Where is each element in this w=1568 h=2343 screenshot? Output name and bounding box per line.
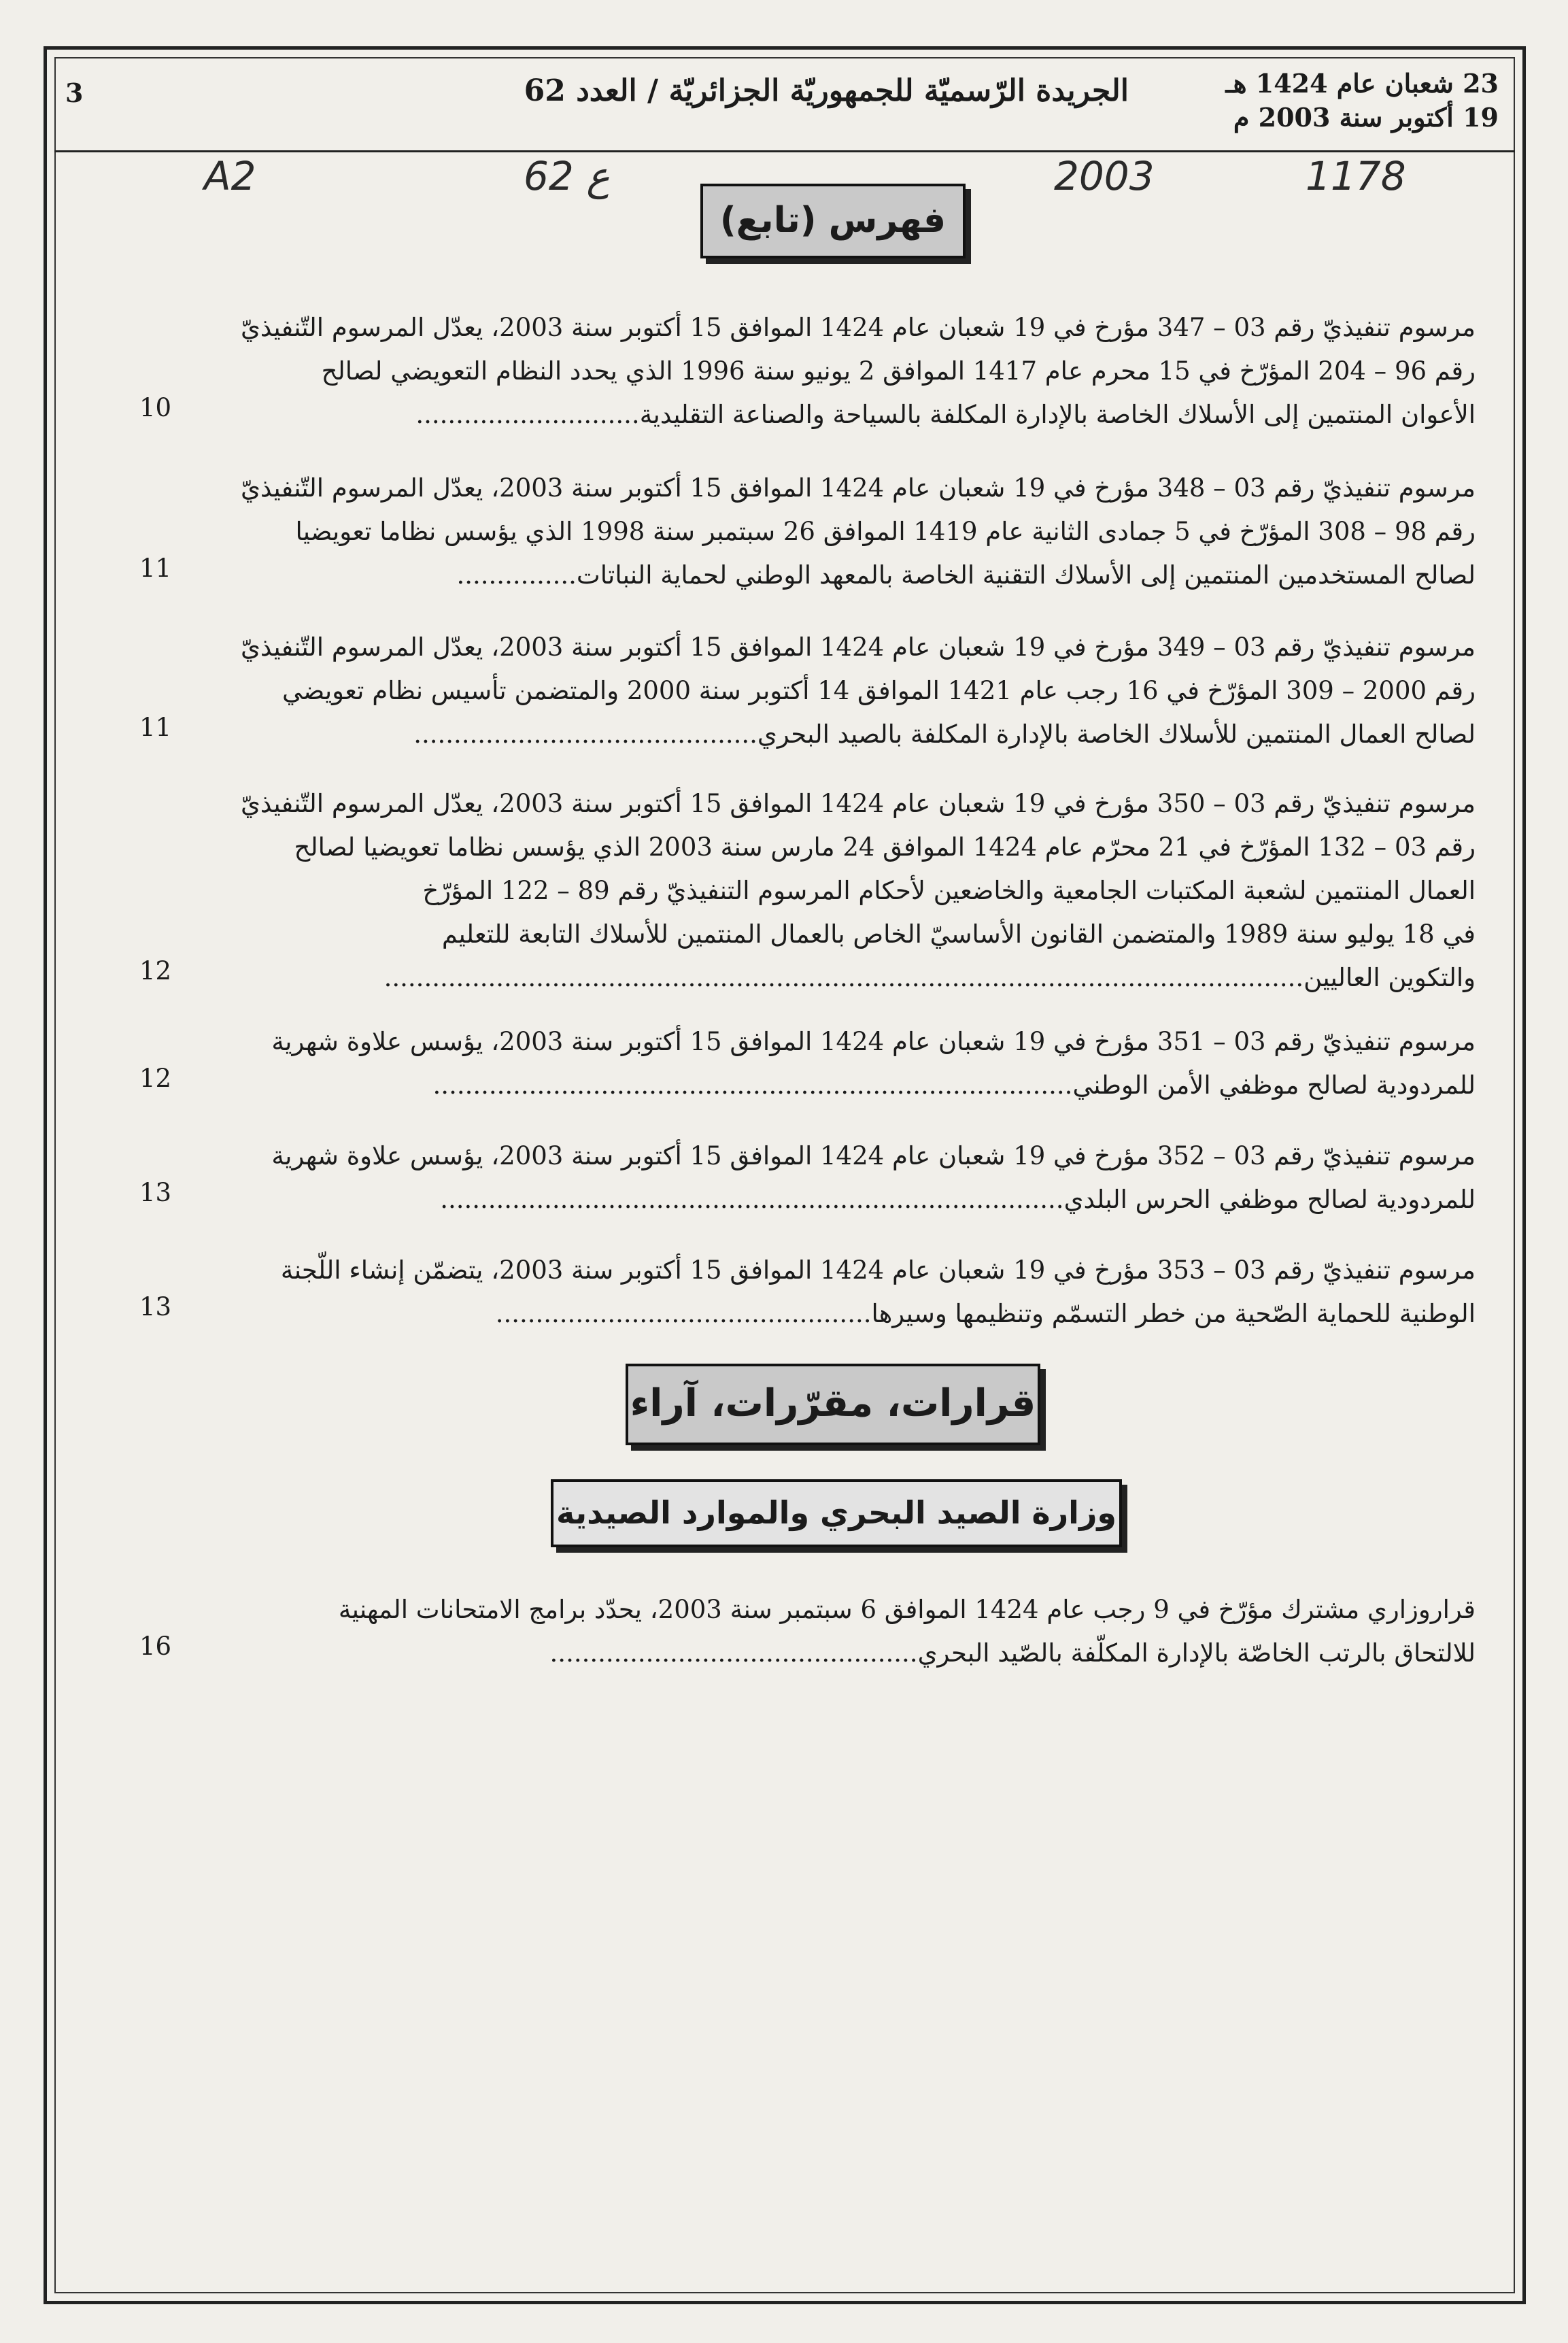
index-entry (184, 1249, 1476, 1336)
page-number: 3 (65, 78, 84, 108)
handwritten-year: 2003 (1054, 153, 1155, 199)
index-entry (184, 467, 1476, 597)
index-entry (184, 1588, 1476, 1675)
entry-line: لصالح العمال المنتمين للأسلاك الخاصة بالإدارة المكلفة بالصيد البحري........................................... (413, 720, 1476, 749)
entry-line: والتكوين العاليين................................................................................................................... (384, 963, 1476, 992)
entry-page-number: 11 (139, 713, 172, 742)
entry-line: للمردودية لصالح موظفي الحرس البلدي.............................................................................. (440, 1185, 1476, 1214)
entry-line: الأعوان المنتمين إلى الأسلاك الخاصة بالإدارة المكلفة بالسياحة والصناعة التقليدية............................ (415, 400, 1476, 429)
entry-line: مرسوم تنفيذيّ رقم 03 – 352 مؤرخ في 19 شعبان عام 1424 الموافق 15 أكتوبر سنة 2003، يؤسس علاوة شهرية (271, 1141, 1476, 1170)
entry-line: مرسوم تنفيذيّ رقم 03 – 347 مؤرخ في 19 شعبان عام 1424 الموافق 15 أكتوبر سنة 2003، يعدّل المرسوم التّنفيذيّ (240, 313, 1476, 342)
entry-line: للالتحاق بالرتب الخاصّة بالإدارة المكلّفة بالصّيد البحري.............................................. (549, 1638, 1476, 1668)
handwritten-ref: 1178 (1306, 153, 1406, 199)
index-entry (184, 626, 1476, 756)
entry-line: مرسوم تنفيذيّ رقم 03 – 351 مؤرخ في 19 شعبان عام 1424 الموافق 15 أكتوبر سنة 2003، يؤسس علاوة شهرية (271, 1027, 1476, 1056)
ministry-title: وزارة الصيد البحري والموارد الصيدية (556, 1494, 1117, 1531)
section-index-title: فهرس (تابع) (719, 200, 947, 241)
handwritten-a2: A2 (204, 153, 256, 199)
entry-page-number: 12 (139, 956, 172, 985)
entry-line: مرسوم تنفيذيّ رقم 03 – 349 مؤرخ في 19 شعبان عام 1424 الموافق 15 أكتوبر سنة 2003، يعدّل المرسوم التّنفيذيّ (240, 633, 1476, 662)
index-entry (184, 1134, 1476, 1221)
index-entry (184, 782, 1476, 1000)
section-decisions (626, 1364, 1040, 1445)
entry-line: العمال المنتمين لشعبة المكتبات الجامعية والخاضعين لأحكام المرسوم التنفيذيّ رقم 89 – 122 المؤرّخ (422, 876, 1476, 905)
entry-line: لصالح المستخدمين المنتمين إلى الأسلاك التقنية الخاصة بالمعهد الوطني لحماية النباتات............... (456, 560, 1476, 590)
ministry-heading (551, 1479, 1122, 1547)
handwritten-issue: 62 ع (524, 153, 610, 199)
entry-line: للمردودية لصالح موظفي الأمن الوطني................................................................................ (432, 1071, 1476, 1100)
section-decisions-title: قرارات، مقرّرات، آراء (630, 1381, 1036, 1426)
page-header (54, 57, 1515, 152)
index-entry (184, 306, 1476, 437)
header-dates (1213, 67, 1499, 135)
entry-line: قراروزاري مشترك مؤرّخ في 9 رجب عام 1424 الموافق 6 سبتمبر سنة 2003، يحدّد برامج الامتحانات المهنية (338, 1595, 1476, 1624)
entry-line: رقم 03 – 132 المؤرّخ في 21 محرّم عام 1424 الموافق 24 مارس سنة 2003 الذي يؤسس نظاما تعويضيا لصالح (294, 832, 1476, 862)
entry-line: مرسوم تنفيذيّ رقم 03 – 353 مؤرخ في 19 شعبان عام 1424 الموافق 15 أكتوبر سنة 2003، يتضمّن إنشاء اللّجنة (280, 1255, 1476, 1285)
entry-line: في 18 يوليو سنة 1989 والمتضمن القانون الأساسيّ الخاص بالعمال المنتمين للأسلاك التابعة للتعليم (441, 920, 1476, 949)
gazette-title: الجريدة الرّسميّة للجمهوريّة الجزائريّة / العدد 62 (524, 73, 1129, 108)
entry-page-number: 16 (139, 1632, 172, 1661)
entry-page-number: 11 (139, 554, 172, 583)
entry-line: رقم 2000 – 309 المؤرّخ في 16 رجب عام 1421 الموافق 14 أكتوبر سنة 2000 والمتضمن تأسيس نظام تعويضي (282, 676, 1476, 705)
date-hijri: 23 شعبان عام 1424 هـ (1225, 68, 1499, 99)
entry-line: رقم 96 – 204 المؤرّخ في 15 محرم عام 1417 الموافق 2 يونيو سنة 1996 الذي يحدد النظام التعويضي لصالح (321, 356, 1476, 386)
section-index-continued (700, 184, 966, 258)
index-entry (184, 1020, 1476, 1107)
entry-page-number: 13 (139, 1178, 172, 1207)
entry-line: رقم 98 – 308 المؤرّخ في 5 جمادى الثانية عام 1419 الموافق 26 سبتمبر سنة 1998 الذي يؤسس نظاما تعويضيا (295, 517, 1476, 546)
entry-page-number: 10 (139, 393, 172, 422)
date-gregorian: 19 أكتوبر سنة 2003 م (1233, 102, 1499, 133)
entry-line: مرسوم تنفيذيّ رقم 03 – 348 مؤرخ في 19 شعبان عام 1424 الموافق 15 أكتوبر سنة 2003، يعدّل المرسوم التّنفيذيّ (240, 473, 1476, 503)
entry-line: مرسوم تنفيذيّ رقم 03 – 350 مؤرخ في 19 شعبان عام 1424 الموافق 15 أكتوبر سنة 2003، يعدّل المرسوم التّنفيذيّ (240, 789, 1476, 818)
entry-page-number: 13 (139, 1292, 172, 1321)
entry-line: الوطنية للحماية الصّحية من خطر التسمّم وتنظيمها وسيرها............................................... (495, 1299, 1476, 1328)
entry-page-number: 12 (139, 1064, 172, 1093)
